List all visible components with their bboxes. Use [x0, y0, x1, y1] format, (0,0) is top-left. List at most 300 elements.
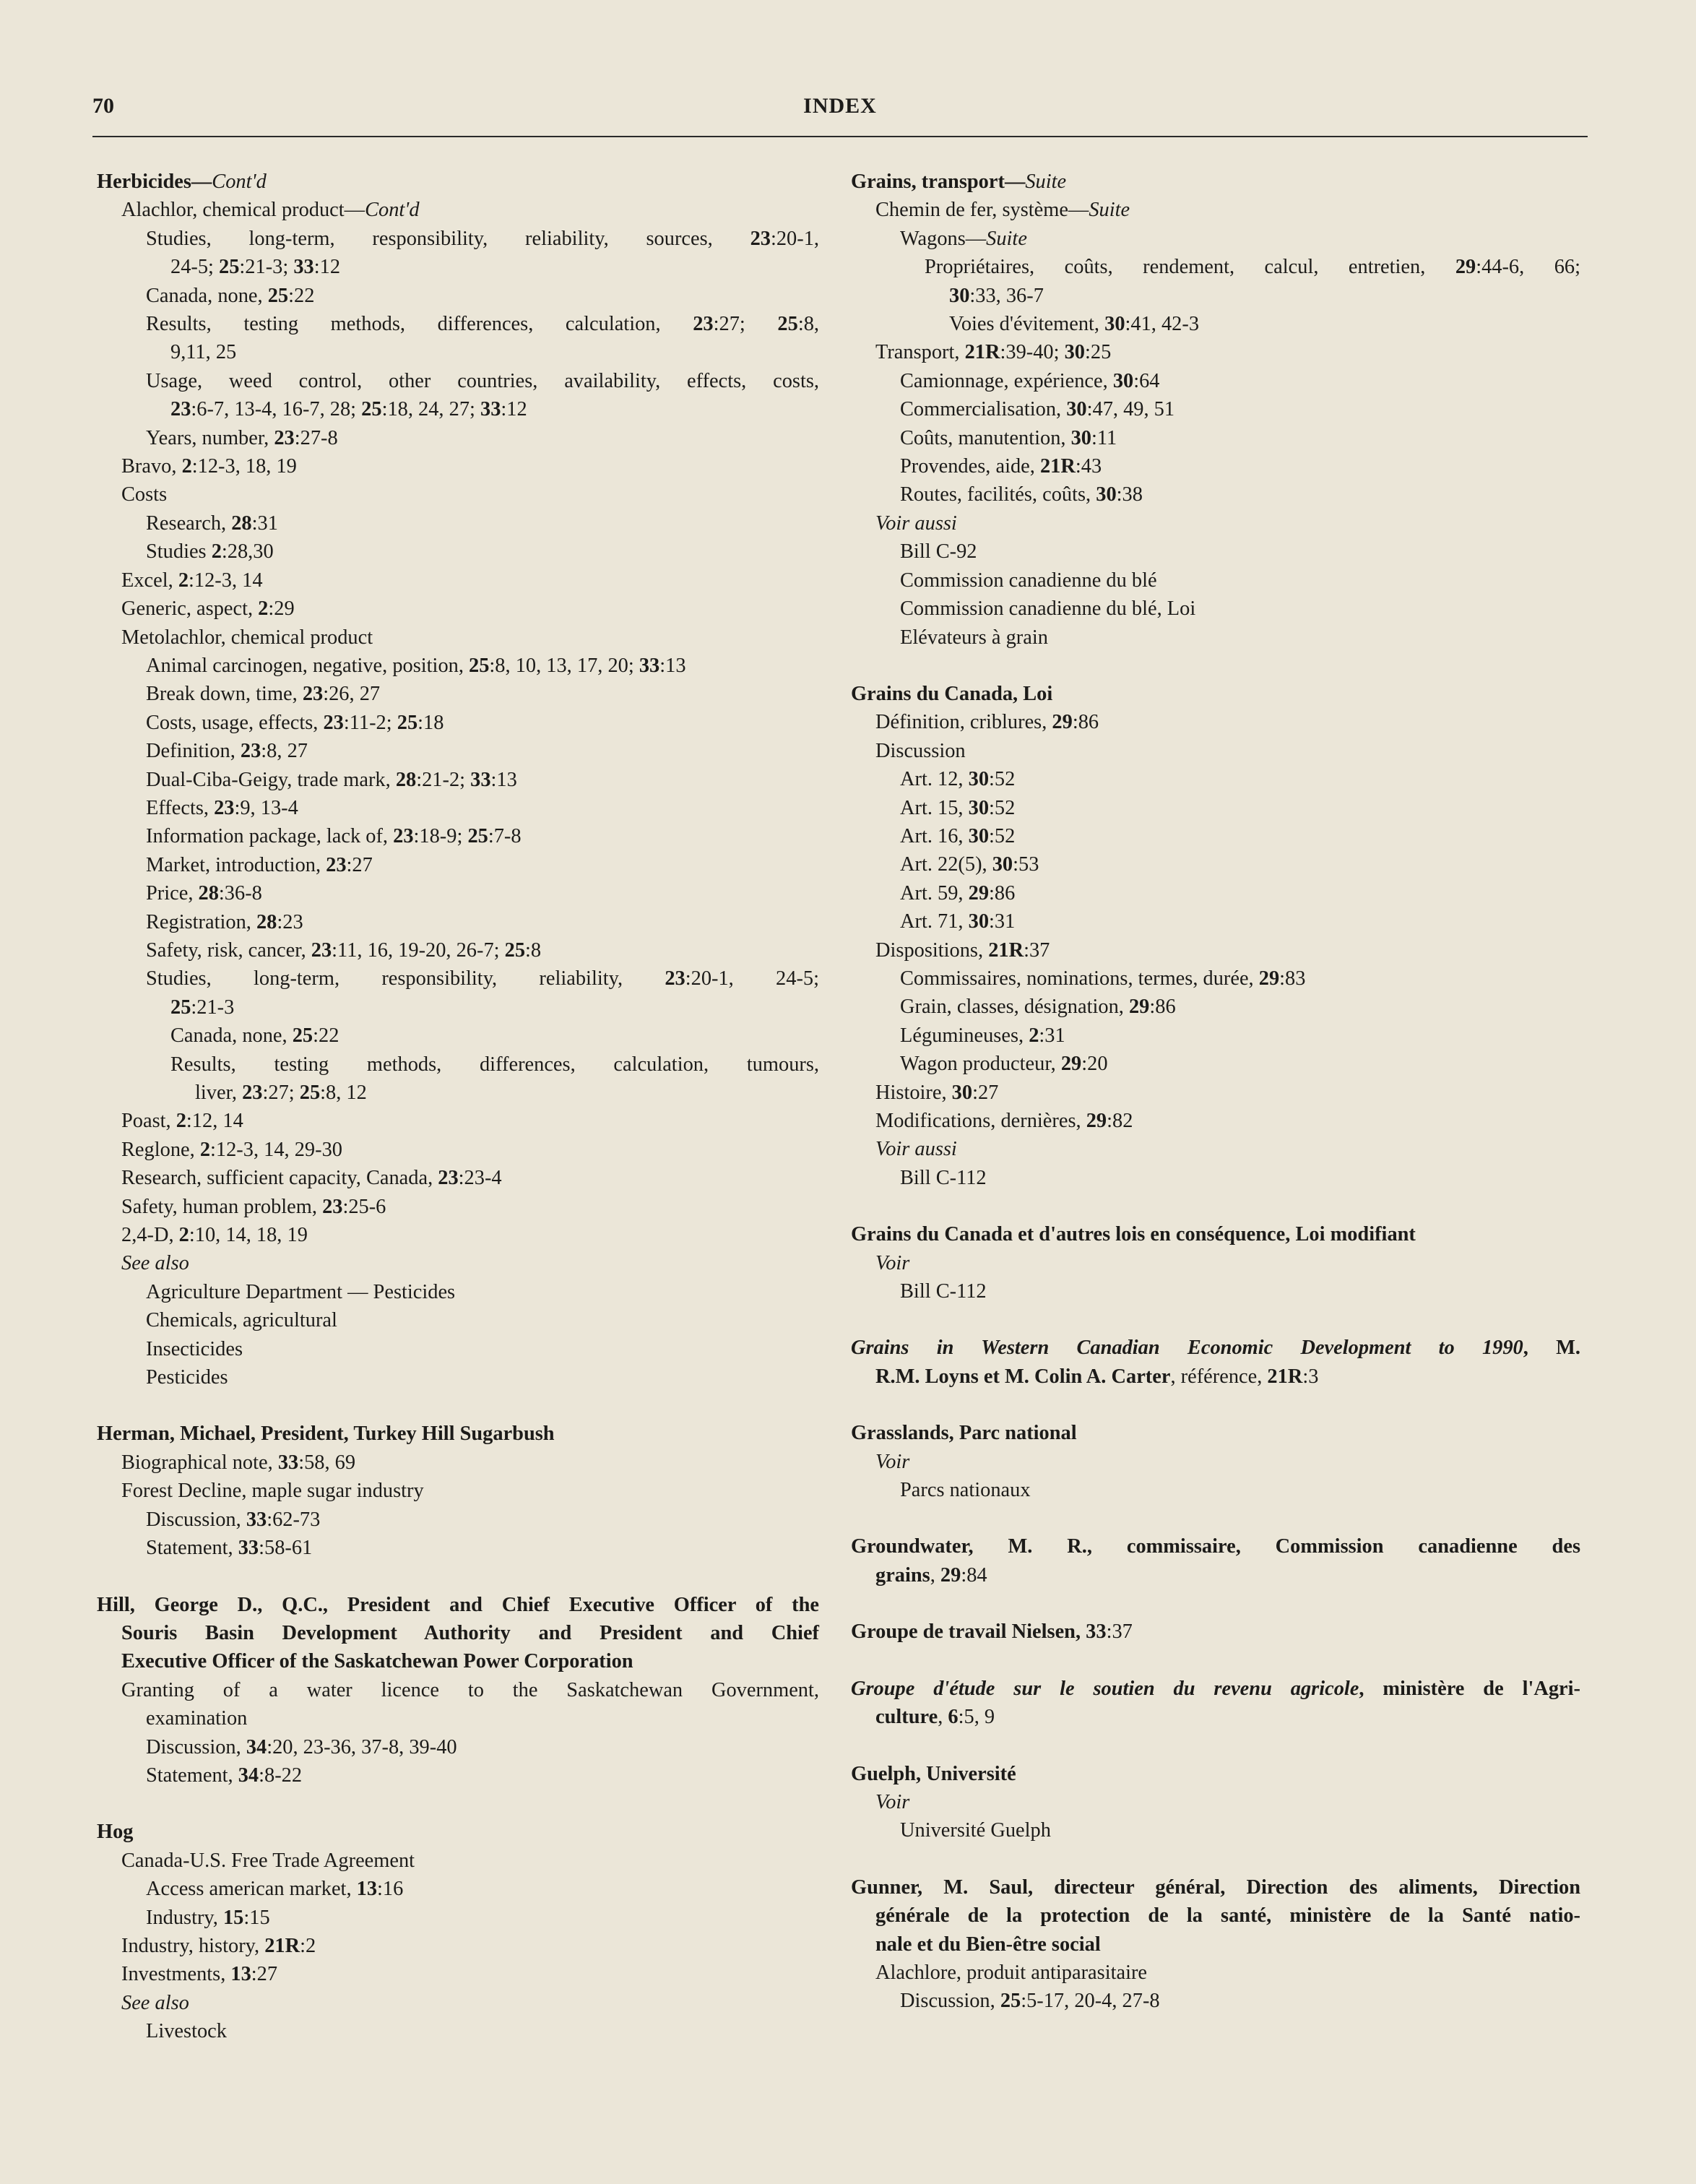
index-subentry: [97, 1619, 819, 1647]
index-text: 2: [178, 569, 189, 592]
index-text: Commercialisation,: [900, 398, 1067, 421]
index-text: Art. 22(5),: [900, 853, 992, 876]
index-text: Wagons—: [900, 227, 987, 250]
index-subentry: [851, 1448, 1580, 1476]
index-text: Industry, history,: [121, 1934, 265, 1957]
index-text: :22: [288, 284, 315, 307]
index-heading: [851, 1618, 1580, 1646]
index-text: Pesticides: [146, 1366, 228, 1389]
index-text: Herman, Michael, President, Turkey Hill Sugarbush: [97, 1423, 555, 1446]
index-subentry: [97, 1932, 819, 1960]
index-text: :12: [501, 398, 527, 421]
index-text: 29: [1258, 967, 1280, 990]
index-text: R.M. Loyns et M. Colin A. Carter: [875, 1365, 1171, 1388]
index-text: 2: [181, 455, 192, 478]
index-text: 23: [438, 1167, 459, 1190]
index-text: Parcs nationaux: [900, 1479, 1031, 1502]
index-subentry: [97, 851, 819, 879]
index-subentry: [97, 1107, 819, 1135]
index-text: Industry,: [146, 1906, 223, 1929]
index-text: 25: [299, 1082, 321, 1104]
index-subentry: [97, 1733, 819, 1761]
index-text: 13: [356, 1878, 378, 1901]
index-heading: [97, 1818, 819, 1846]
index-text: Voir aussi: [875, 512, 957, 535]
index-text: culture: [875, 1706, 938, 1729]
index-text: :52: [989, 824, 1016, 847]
index-text: Break down, time,: [146, 683, 303, 706]
index-text: 33: [277, 1451, 299, 1474]
index-text: ,: [938, 1706, 948, 1729]
entry-spacer: [851, 1732, 1580, 1760]
index-subentry: [97, 509, 819, 538]
index-text: Dispositions,: [875, 938, 989, 962]
index-subentry: [851, 338, 1580, 366]
index-text: 33: [293, 256, 314, 279]
index-text: 30: [1066, 398, 1087, 421]
index-text: 2: [176, 1110, 186, 1133]
index-text: Routes, facilités, coûts,: [900, 483, 1096, 506]
index-text: :22: [313, 1024, 339, 1048]
index-heading: [851, 1419, 1580, 1447]
index-text: Cont'd: [365, 199, 420, 222]
index-subentry: [851, 424, 1580, 452]
index-subentry: [97, 452, 819, 480]
index-subentry: [97, 1761, 819, 1790]
index-text: 25: [219, 256, 240, 279]
index-subentry: [851, 907, 1580, 936]
index-text: :39-40;: [1000, 341, 1065, 364]
index-subentry: [851, 310, 1580, 338]
index-text: Légumineuses,: [900, 1024, 1029, 1047]
index-text: 29: [1086, 1110, 1107, 1132]
index-subentry: [97, 2017, 819, 2045]
index-text: Commission canadienne du blé: [900, 569, 1157, 592]
entry-spacer: [851, 1305, 1580, 1334]
index-text: Définition, criblures,: [875, 711, 1052, 734]
index-subentry: [97, 1278, 819, 1306]
index-text: Studies, long-term, responsibility, reliability,: [146, 967, 665, 990]
entry-spacer: [851, 1589, 1580, 1618]
index-text: 25: [267, 284, 289, 307]
index-subentry: [851, 1902, 1580, 1930]
index-text: Statement,: [146, 1764, 238, 1787]
index-subentry: [97, 794, 819, 822]
index-subentry: [851, 1107, 1580, 1135]
index-text: Provendes, aide,: [900, 455, 1040, 478]
index-text: Forest Decline, maple sugar industry: [121, 1480, 424, 1503]
index-text: :86: [1072, 711, 1099, 734]
index-text: :33, 36-7: [969, 284, 1044, 307]
index-text: :29: [268, 597, 295, 621]
index-text: Costs: [121, 483, 168, 506]
index-subentry: [851, 1135, 1580, 1163]
index-subentry: [97, 1847, 819, 1875]
index-text: :84: [961, 1563, 987, 1587]
index-text: 33: [1086, 1620, 1107, 1644]
index-subentry: [97, 282, 819, 310]
index-text: :27: [251, 1963, 278, 1986]
index-text: , ministère de l'Agri-: [1359, 1677, 1580, 1700]
index-text: 21R: [964, 341, 1000, 364]
index-column-left: [97, 168, 819, 2046]
index-text: —: [1004, 171, 1026, 193]
index-text: —: [191, 171, 212, 193]
index-subentry: [851, 879, 1580, 907]
index-text: 29: [1060, 1053, 1082, 1076]
index-text: Alachlore, produit antiparasitaire: [875, 1961, 1148, 1984]
index-text: 29: [1455, 256, 1476, 279]
index-text: Studies: [146, 540, 212, 564]
index-text: Grain, classes, désignation,: [900, 996, 1129, 1019]
index-subentry: [97, 1022, 819, 1050]
index-text: Dual-Ciba-Geigy, trade mark,: [146, 768, 396, 791]
index-text: Research, sufficient capacity, Canada,: [121, 1167, 438, 1190]
index-text: Souris Basin Development Authority and President and Chief: [121, 1621, 819, 1644]
index-subentry: [851, 1959, 1580, 1987]
index-subentry: [97, 1477, 819, 1505]
index-text: Definition,: [146, 740, 241, 763]
index-text: :21-3: [191, 996, 235, 1019]
index-text: Grasslands, Parc national: [851, 1422, 1077, 1445]
index-text: 29: [940, 1563, 961, 1587]
index-text: :86: [989, 881, 1016, 905]
index-text: 21R: [988, 938, 1024, 962]
index-heading: [851, 168, 1580, 196]
index-text: Bill C-112: [900, 1166, 987, 1189]
index-text: 25: [504, 938, 526, 962]
index-subentry: [97, 1875, 819, 1903]
index-text: 25: [361, 398, 382, 421]
index-text: :9, 13-4: [234, 796, 298, 819]
page-header: [92, 92, 1588, 137]
index-text: 23: [750, 227, 771, 250]
index-text: 23: [242, 1082, 263, 1104]
index-subentry: [97, 566, 819, 595]
index-text: Suite: [986, 227, 1027, 250]
index-text: :58, 69: [298, 1451, 356, 1474]
index-subentry: [97, 1363, 819, 1391]
index-text: :3: [1302, 1365, 1319, 1388]
index-text: :15: [243, 1906, 270, 1929]
index-subentry: [851, 936, 1580, 964]
index-text: 2: [178, 1224, 189, 1247]
index-text: :16: [377, 1878, 404, 1901]
index-text: :82: [1107, 1110, 1133, 1132]
index-text: Voies d'évitement,: [949, 313, 1105, 336]
index-subentry: [851, 708, 1580, 736]
index-text: 28: [395, 768, 417, 791]
index-text: Excel,: [121, 569, 178, 592]
index-text: Chemicals, agricultural: [146, 1309, 337, 1332]
index-text: :53: [1013, 853, 1039, 876]
index-subentry: [851, 1816, 1580, 1844]
index-text: Elévateurs à grain: [900, 626, 1048, 649]
index-subentry: [851, 765, 1580, 793]
index-text: :18, 24, 27;: [381, 398, 480, 421]
index-text: 23: [322, 1195, 343, 1218]
index-text: :86: [1149, 996, 1176, 1019]
index-text: :13: [659, 654, 686, 677]
index-text: :36-8: [218, 882, 262, 905]
index-text: 25: [467, 825, 488, 848]
index-text: Art. 12,: [900, 768, 969, 791]
index-text: :21-3;: [239, 256, 294, 279]
index-text: :10, 14, 18, 19: [189, 1224, 308, 1247]
index-text: Executive Officer of the Saskatchewan Power Corporation: [121, 1650, 633, 1673]
index-text: 30: [968, 768, 990, 791]
index-subentry: [851, 196, 1580, 224]
index-subentry: [97, 1676, 819, 1704]
index-text: Modifications, dernières,: [875, 1110, 1086, 1132]
index-subentry: [97, 1249, 819, 1277]
index-text: Statement,: [146, 1537, 238, 1560]
index-text: Art. 71,: [900, 910, 969, 933]
index-subentry: [851, 480, 1580, 509]
index-text: 30: [1096, 483, 1117, 506]
index-text: Voir: [875, 1251, 910, 1274]
index-subentry: [97, 908, 819, 936]
index-text: 9,11, 25: [170, 341, 237, 364]
index-subentry: [851, 623, 1580, 652]
index-text: 23: [214, 796, 235, 819]
index-text: grains: [875, 1563, 930, 1587]
index-text: :26, 27: [323, 683, 381, 706]
index-heading: [851, 1532, 1580, 1561]
index-text: 30: [992, 853, 1013, 876]
index-text: :31: [251, 512, 278, 535]
index-text: Discussion,: [146, 1508, 246, 1531]
index-text: 30: [968, 824, 990, 847]
index-heading: [97, 168, 819, 196]
index-text: 33: [238, 1537, 259, 1560]
index-subentry: [851, 538, 1580, 566]
index-text: Generic, aspect,: [121, 597, 259, 621]
index-subentry: [851, 1788, 1580, 1816]
index-subentry: [851, 253, 1580, 281]
index-text: Animal carcinogen, negative, position,: [146, 654, 470, 677]
index-heading: [851, 1873, 1580, 1902]
index-subentry: [851, 1277, 1580, 1305]
index-text: :52: [989, 796, 1016, 819]
index-subentry: [851, 1703, 1580, 1731]
index-subentry: [97, 253, 819, 281]
index-text: Histoire,: [875, 1081, 952, 1104]
index-text: Metolachlor, chemical product: [121, 626, 373, 649]
index-text: Canada-U.S. Free Trade Agreement: [121, 1849, 415, 1872]
index-text: Price,: [146, 882, 199, 905]
index-text: Chemin de fer, système—: [875, 199, 1089, 222]
index-text: :8,: [797, 313, 819, 336]
index-text: 30: [1070, 426, 1091, 449]
index-text: 23: [170, 398, 191, 421]
index-text: Agriculture Department — Pesticides: [146, 1280, 456, 1303]
index-text: Gunner, M. Saul, directeur général, Direction des aliments, Direction: [851, 1876, 1580, 1899]
index-subentry: [97, 1050, 819, 1079]
index-subentry: [851, 822, 1580, 850]
index-text: :18-9;: [413, 825, 468, 848]
index-text: :12-3, 14: [189, 569, 263, 592]
index-text: :23-4: [458, 1167, 502, 1190]
index-text: 29: [1128, 996, 1150, 1019]
index-text: Groundwater, M. R., commissaire, Commission canadienne des: [851, 1535, 1580, 1558]
index-text: See also: [121, 1252, 189, 1275]
entry-spacer: [851, 1845, 1580, 1873]
index-subentry: [97, 1449, 819, 1477]
index-text: :8, 27: [261, 740, 308, 763]
index-text: Groupe de travail Nielsen,: [851, 1620, 1086, 1644]
index-text: :37: [1106, 1620, 1133, 1644]
index-text: 28: [256, 910, 277, 933]
index-subentry: [97, 879, 819, 907]
index-text: 2,4-D,: [121, 1224, 179, 1247]
index-text: 23: [393, 825, 414, 848]
index-subentry: [97, 1704, 819, 1732]
index-text: Herbicides: [97, 171, 191, 193]
index-subentry: [97, 964, 819, 993]
index-text: Canada, none,: [170, 1024, 293, 1048]
index-text: Insecticides: [146, 1337, 243, 1360]
index-text: 33: [639, 654, 660, 677]
index-text: :12, 14: [186, 1110, 243, 1133]
index-text: 28: [198, 882, 219, 905]
index-text: :27-8: [294, 426, 338, 449]
index-heading: [851, 1760, 1580, 1788]
index-subentry: [851, 367, 1580, 395]
index-text: Safety, risk, cancer,: [146, 938, 311, 962]
index-text: :12-3, 14, 29-30: [210, 1138, 342, 1161]
index-text: Hog: [97, 1821, 134, 1844]
index-subentry: [851, 1249, 1580, 1277]
index-text: :12-3, 18, 19: [191, 455, 297, 478]
index-text: :27: [972, 1081, 999, 1104]
index-text: 30: [949, 284, 970, 307]
index-text: :27;: [262, 1082, 300, 1104]
index-text: Université Guelph: [900, 1819, 1051, 1842]
index-text: 2: [199, 1138, 211, 1161]
index-subentry: [97, 310, 819, 338]
index-text: ,: [930, 1563, 940, 1587]
index-text: 23: [326, 853, 347, 876]
index-text: :31: [989, 910, 1016, 933]
index-text: :6-7, 13-4, 16-7, 28;: [191, 398, 362, 421]
index-subentry: [851, 1050, 1580, 1078]
index-text: 25: [170, 996, 191, 1019]
index-text: , référence,: [1170, 1365, 1268, 1388]
index-subentry: [97, 1534, 819, 1562]
index-text: 23: [302, 683, 324, 706]
page-number: 70: [92, 94, 114, 118]
index-text: :11-2;: [343, 711, 397, 734]
index-text: Livestock: [146, 2020, 227, 2043]
index-text: 25: [777, 313, 798, 336]
index-text: Discussion,: [146, 1735, 246, 1758]
index-text: :43: [1075, 455, 1102, 478]
index-text: :83: [1279, 967, 1306, 990]
index-text: 30: [1104, 313, 1125, 336]
index-text: 25: [1000, 1990, 1021, 2013]
index-text: 30: [968, 796, 990, 819]
index-text: :5-17, 20-4, 27-8: [1021, 1990, 1160, 2013]
index-text: 23: [693, 313, 714, 336]
index-text: Bill C-92: [900, 540, 977, 564]
entry-spacer: [851, 1504, 1580, 1532]
index-heading: [851, 1675, 1580, 1703]
index-text: :62-73: [267, 1508, 321, 1531]
index-subentry: [97, 709, 819, 737]
index-text: :2: [300, 1934, 316, 1957]
page-title: INDEX: [803, 94, 877, 118]
entry-spacer: [851, 1391, 1580, 1419]
index-text: 23: [240, 740, 261, 763]
index-text: :58-61: [259, 1537, 313, 1560]
index-text: 23: [274, 426, 295, 449]
index-text: Suite: [1089, 199, 1130, 222]
index-text: 29: [1052, 711, 1073, 734]
index-text: :11: [1091, 426, 1117, 449]
index-text: :44-6, 66;: [1476, 256, 1580, 279]
index-text: Propriétaires, coûts, rendement, calcul, entretien,: [925, 256, 1455, 279]
index-subentry: [97, 1221, 819, 1249]
index-subentry: [851, 1987, 1580, 2015]
index-text: Groupe d'étude sur le soutien du revenu agricole: [851, 1677, 1359, 1700]
index-text: :31: [1039, 1024, 1065, 1047]
index-text: Wagon producteur,: [900, 1053, 1061, 1076]
index-subentry: [97, 367, 819, 395]
index-text: Suite: [1025, 171, 1067, 193]
index-subentry: [97, 623, 819, 652]
index-subentry: [97, 766, 819, 794]
index-text: 25: [292, 1024, 313, 1048]
index-subentry: [97, 737, 819, 765]
index-text: :8, 10, 13, 17, 20;: [489, 654, 639, 677]
index-text: examination: [146, 1707, 248, 1730]
index-text: Discussion: [875, 739, 966, 762]
index-text: 25: [397, 711, 418, 734]
index-heading: [97, 1591, 819, 1619]
index-text: Voir: [875, 1450, 910, 1473]
index-text: See also: [121, 1991, 189, 2014]
index-text: Camionnage, expérience,: [900, 369, 1113, 392]
index-text: Safety, human problem,: [121, 1195, 323, 1218]
index-text: :7-8: [488, 825, 522, 848]
index-text: Information package, lack of,: [146, 825, 394, 848]
index-subentry: [851, 964, 1580, 993]
index-text: 13: [230, 1963, 251, 1986]
index-subentry: [851, 1022, 1580, 1050]
index-text: Art. 15,: [900, 796, 969, 819]
index-text: 23: [311, 938, 332, 962]
index-text: :20, 23-36, 37-8, 39-40: [267, 1735, 457, 1758]
index-text: :12: [313, 256, 341, 279]
index-text: Investments,: [121, 1963, 231, 1986]
index-subentry: [97, 1164, 819, 1192]
index-text: Usage, weed control, other countries, availability, effects, costs,: [146, 369, 819, 392]
index-text: Registration,: [146, 910, 256, 933]
index-text: Biographical note,: [121, 1451, 278, 1474]
index-subentry: [851, 794, 1580, 822]
entry-spacer: [97, 1563, 819, 1591]
index-text: :38: [1116, 483, 1143, 506]
index-subentry: [97, 480, 819, 509]
index-text: :27: [346, 853, 373, 876]
index-text: Coûts, manutention,: [900, 426, 1071, 449]
index-text: 2: [258, 597, 269, 621]
index-text: Cont'd: [212, 171, 267, 193]
index-text: :8-22: [259, 1764, 303, 1787]
index-text: Hill, George D., Q.C., President and Chief Executive Officer of the: [97, 1593, 819, 1616]
index-text: Voir: [875, 1790, 910, 1813]
